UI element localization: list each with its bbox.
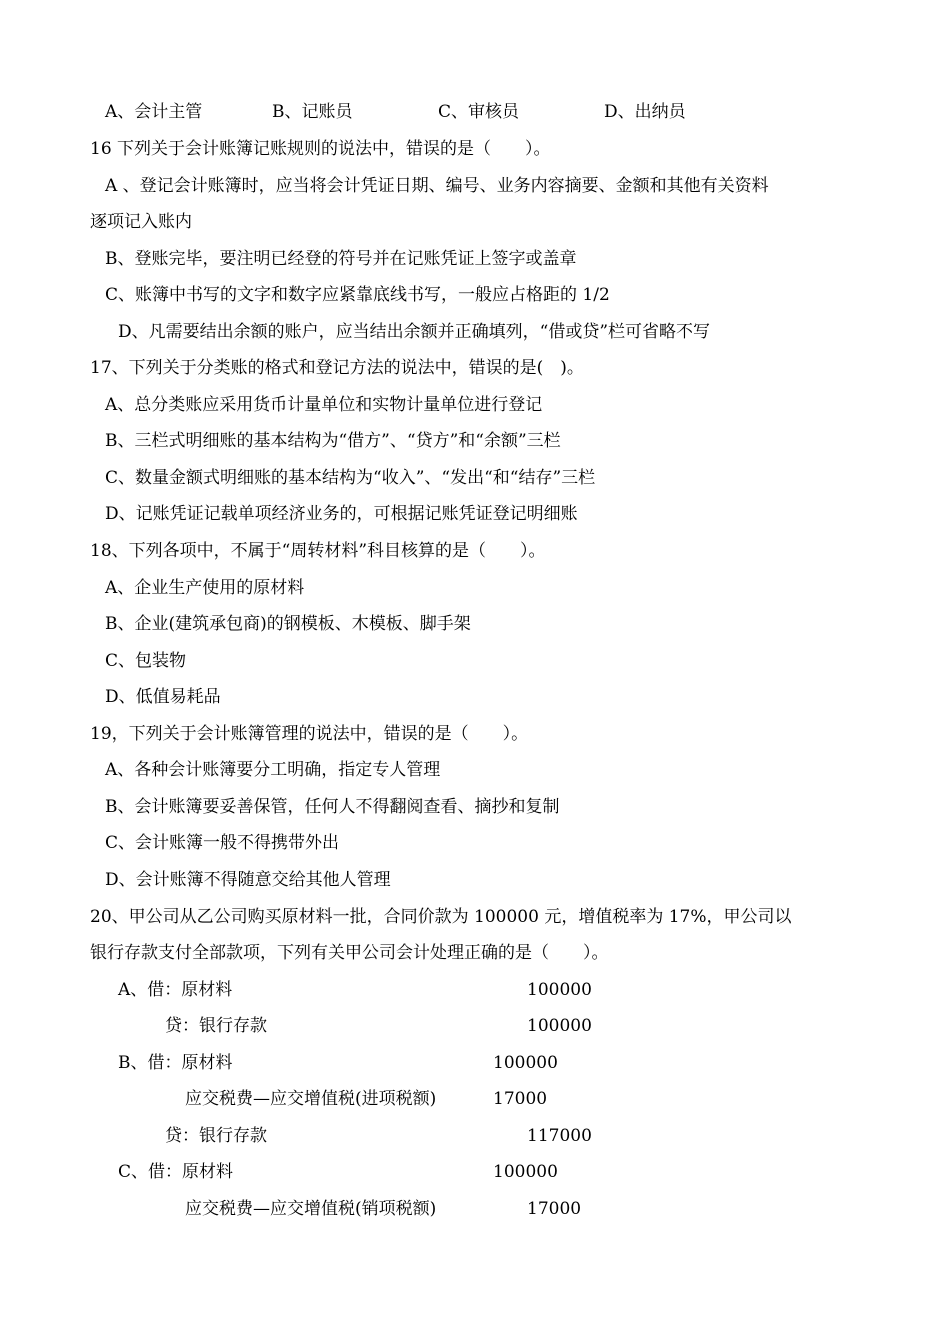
q17-option-a: A、总分类账应采用货币计量单位和实物计量单位进行登记 [105,395,543,415]
q20-stem-line2: 银行存款支付全部款项，下列有关甲公司会计处理正确的是（ ）。 [90,943,609,963]
q17-option-d: D、记账凭证记载单项经济业务的，可根据记账凭证登记明细账 [105,504,578,524]
q15-option-b: B、记账员 [272,102,353,122]
q19-option-a: A、各种会计账簿要分工明确，指定专人管理 [105,760,441,780]
q18-option-a: A、企业生产使用的原材料 [105,578,305,598]
q15-option-d: D、出纳员 [604,102,686,122]
q20-option-c-tax-amount: 17000 [527,1199,582,1219]
q19-stem: 19，下列关于会计账簿管理的说法中，错误的是（ ）。 [90,724,529,744]
q20-option-b-credit-amount: 117000 [527,1126,592,1146]
q16-option-d: D、凡需要结出余额的账户，应当结出余额并正确填列，“借或贷”栏可省略不写 [118,322,711,342]
q20-option-a-credit-amount: 100000 [527,1016,592,1036]
q15-option-a: A、会计主管 [105,102,203,122]
q20-option-c-debit-amount: 100000 [493,1162,558,1182]
q18-option-d: D、低值易耗品 [105,687,221,707]
q16-stem: 16 下列关于会计账簿记账规则的说法中，错误的是（ ）。 [90,139,551,159]
q18-option-c: C、包装物 [105,651,187,671]
q19-option-b: B、会计账簿要妥善保管，任何人不得翻阅查看、摘抄和复制 [105,797,560,817]
q20-option-b-credit: 贷：银行存款 [165,1126,267,1146]
q16-option-c: C、账簿中书写的文字和数字应紧靠底线书写，一般应占格距的 1/2 [105,285,610,305]
q17-option-c: C、数量金额式明细账的基本结构为“收入”、“发出“和“结存”三栏 [105,468,596,488]
q16-option-a-line2: 逐项记入账内 [90,212,192,232]
q16-option-b: B、登账完毕，要注明已经登的符号并在记账凭证上签字或盖章 [105,249,577,269]
q20-option-b-tax-amount: 17000 [493,1089,548,1109]
q17-option-b: B、三栏式明细账的基本结构为“借方”、“贷方”和“余额”三栏 [105,431,561,451]
q20-option-a-debit: A、借：原材料 [118,980,233,1000]
q20-stem-line1: 20、甲公司从乙公司购买原材料一批，合同价款为 100000 元，增值税率为 17%，甲公司以 [90,907,792,927]
q17-stem: 17、下列关于分类账的格式和登记方法的说法中，错误的是( )。 [90,358,584,378]
q20-option-a-credit: 贷：银行存款 [165,1016,267,1036]
q20-option-a-debit-amount: 100000 [527,980,592,1000]
q19-option-c: C、会计账簿一般不得携带外出 [105,833,340,853]
q18-option-b: B、企业(建筑承包商)的钢模板、木模板、脚手架 [105,614,471,634]
q20-option-c-tax: 应交税费—应交增值税(销项税额) [185,1199,437,1219]
q20-option-c-debit: C、借：原材料 [118,1162,234,1182]
q20-option-b-tax: 应交税费—应交增值税(进项税额) [185,1089,437,1109]
q19-option-d: D、会计账簿不得随意交给其他人管理 [105,870,391,890]
q18-stem: 18、下列各项中，不属于“周转材料”科目核算的是（ ）。 [90,541,546,561]
q20-option-b-debit: B、借：原材料 [118,1053,233,1073]
q16-option-a-line1: A 、登记会计账簿时，应当将会计凭证日期、编号、业务内容摘要、金额和其他有关资料 [105,176,769,196]
q20-option-b-debit-amount: 100000 [493,1053,558,1073]
q15-option-c: C、审核员 [438,102,520,122]
